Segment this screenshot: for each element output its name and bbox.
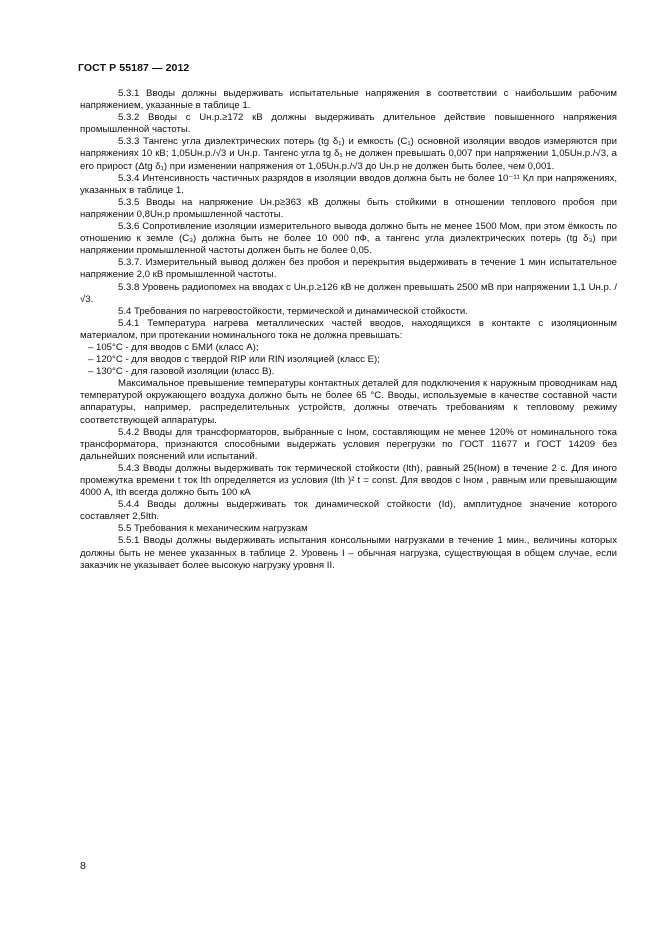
paragraph-5-3-7: 5.3.7. Измерительный вывод должен без пробоя и перекрытия выдерживать в течение 1 мин испытательное напряжение 2,0 кВ промышленной частоты. [80, 257, 617, 281]
list-item: – 120°С - для вводов с твердой RIP или RIN изоляцией (класс Е); [88, 354, 380, 366]
list-item: – 130°С - для газовой изоляции (класс В). [88, 366, 275, 378]
paragraph-5-3-8: 5.3.8 Уровень радиопомех на вводах с Uн.р.≥126 кВ не должен превышать 2500 мВ при напряжении 1,1 Uн.р. / √3. [80, 281, 617, 305]
paragraph-5-3-5: 5.3.5 Вводы на напряжение Uн.р≥363 кВ должны быть стойкими в отношении теплового пробоя при напряжении 0,8Uн.р промышленной частоты. [80, 196, 617, 220]
paragraph-5-3-2: 5.3.2 Вводы с Uн.р.≥172 кВ должны выдерживать длительное действие повышенного напряжения промышленной частоты. [80, 112, 617, 136]
paragraph-5-3-4: 5.3.4 Интенсивность частичных разрядов в изоляции вводов должна быть не более 10⁻¹¹ Кл при напряжениях, указанных в таблице 1. [80, 172, 617, 196]
section-heading-5-4: 5.4 Требования по нагревостойкости, термической и динамической стойкости. [118, 305, 468, 317]
paragraph-max-temperature: Максимальное превышение температуры контактных деталей для подключения к наружным проводникам над температурой окружающего воздуха должно быть не более 65 °С. Вводы, используемые в качестве составной части аппаратуры, например, распределительных устройств, должны отвечать требованиям к тепловому режиму соответствующей аппаратуры. [80, 378, 617, 426]
paragraph-5-3-3: 5.3.3 Тангенс угла диэлектрических потерь (tg δ₁) и емкость (С₁) основной изоляции вводов измеряются при напряжениях 10 кВ; 1,05Uн.р./√3 и Uн.р. Тангенс угла tg δ₁ не должен превышать 0,007 при напряжении 1,05Uн.р./√3, а его прирост (Δtg δ₁) при изменении напряжения от 1,05Uн.р./√3 до Uн.р не должен быть более, чем 0,001. [80, 136, 617, 172]
paragraph-5-3-1: 5.3.1 Вводы должны выдерживать испытательные напряжения в соответствии с наибольшим рабочим напряжением, указанные в таблице 1. [80, 88, 617, 112]
document-header: ГОСТ Р 55187 — 2012 [78, 62, 190, 74]
list-item: – 105°С - для вводов с БМИ (класс А); [88, 341, 259, 353]
paragraph-5-3-6: 5.3.6 Сопротивление изоляции измерительного вывода должно быть не менее 1500 Мом, при этом ёмкость по отношению к земле (С₃) должна быть не более 10 000 пФ, а тангенс угла диэлектрических потерь (tg δ₃) при напряжении промышленной частоты должен быть не более 0,05. [80, 221, 617, 257]
document-body [80, 88, 617, 572]
paragraph-5-4-4: 5.4.4 Вводы должны выдерживать ток динамической стойкости (Id), амплитудное значение которого составляет 2,5Ith. [80, 499, 617, 523]
paragraph-5-4-3: 5.4.3 Вводы должны выдерживать ток термической стойкости (Ith), равный 25(Iном) в течение 2 с. Для иного промежутка времени t ток Ith определяется из условия (Ith )² t = const. Для вводов с Iном , равным или превышающим 4000 А, Ith всегда должно быть 100 кА [80, 462, 617, 499]
section-heading-5-5: 5.5 Требования к механическим нагрузкам [118, 523, 308, 535]
paragraph-5-4-1: 5.4.1 Температура нагрева металлических частей вводов, находящихся в контакте с изоляционным материалом, при протекании номинального тока не должна превышать: [80, 317, 617, 341]
page-number: 8 [80, 860, 86, 872]
paragraph-5-4-2: 5.4.2 Вводы для трансформаторов, выбранные с Iном, составляющим не менее 120% от номинального тока трансформатора, признаются способными выдержать условия перегрузки по ГОСТ 11677 и ГОСТ 14209 без дальнейших пояснений или испытаний. [80, 426, 617, 462]
paragraph-5-5-1: 5.5.1 Вводы должны выдерживать испытания консольными нагрузками в течение 1 мин., величины которых должны быть не менее указанных в таблице 2. Уровень I – обычная нагрузка, существующая в общем случае, если заказчик не указывает более высокую нагрузку уровня II. [80, 535, 617, 571]
